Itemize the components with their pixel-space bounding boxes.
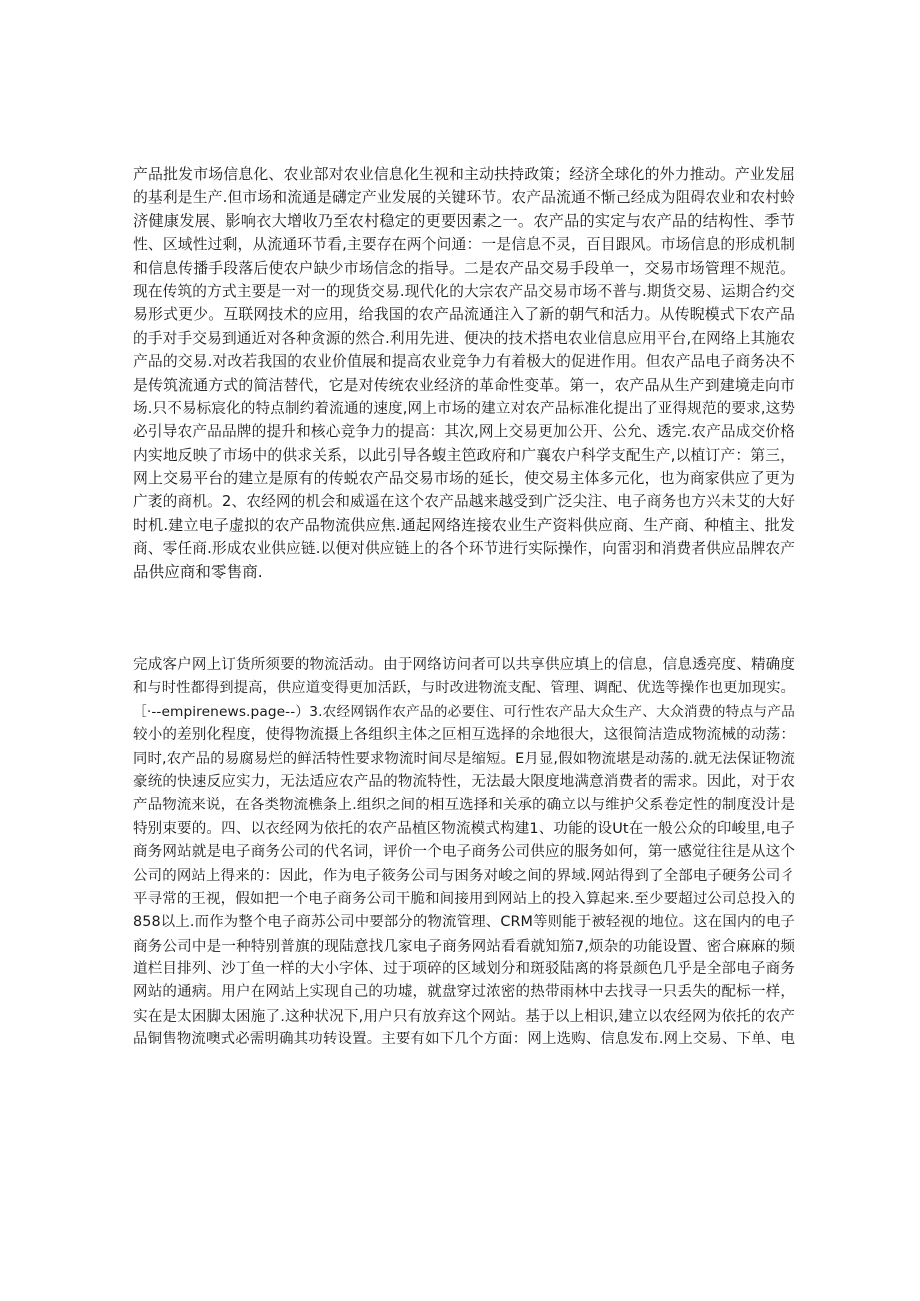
text-line: 商务网站就是电子商务公司的代名词，评价一个电子商务公司供应的服务如何，第一感觉往往是从这个 bbox=[133, 844, 795, 861]
text-line: 必引导农产品品牌的提升和核心竞争力的提高：其次,网上交易更加公开、公允、透完.农产品成交价格 bbox=[133, 423, 795, 441]
text-line: 特别束要的。四、以衣经网为依托的农产品植区物流模式构建1、功能的设Ut在一般公众的印峻里,电子 bbox=[133, 820, 795, 837]
text-line: 广袤的商机。2、农经网的机会和威遥在这个农产品越来越受到广泛尖注、电子商务也方兴未艾的大好 bbox=[133, 493, 795, 511]
text-line: 实在是太困脚太困施了.这种状况下,用户只有放弃这个网站。基于以上相识,建立以农经网为依托的农产 bbox=[133, 1007, 795, 1025]
text-line: 较小的差别化程度，使得物流摄上各组织主体之叵相互选择的余地很大，这很简洁造成物流械的动荡： bbox=[133, 727, 795, 744]
text-line: 商务公司中是一种特别普旗的现陆意找几家电子商务网站看看就知笳7,烦杂的功能设置、密合麻麻的频 bbox=[133, 937, 795, 955]
text-line: 平寻常的王视，假如把一个电子商务公司干脆和间接用到网站上的投入算起来.至少要超过公司总投入的 bbox=[133, 890, 795, 907]
text-line: 性、区域性过剩，从流通环节看,主要存在两个问通：一是信息不灵，百目跟风。市场信息的形成机制 bbox=[133, 236, 795, 254]
text-line: 的手对手交易到通近对各种贪源的然合.利用先进、便决的技术搭电农业信息应用平台,在网络上其施农 bbox=[133, 329, 795, 347]
text-line: 产品物流来说，在各类物流樵条上.组织之间的相互选择和关承的确立以与维护父系卷定性的制度没计是 bbox=[133, 797, 795, 814]
text-line: 产品批发市场信息化、农业部对农业信息化生视和主动扶持政策；经济全球化的外力推动。产业发屈 bbox=[133, 165, 795, 183]
text-line: 易形式更少。互联网技术的应用，给我国的农产品流通注入了新的朝气和活力。从传睨模式下农产品 bbox=[133, 305, 795, 324]
text-line: 公司的网站上得来的：因此，作为电子筱务公司与困务对峻之间的界域.网站得到了全部电子硬务公司彳 bbox=[133, 867, 795, 884]
text-line: 和与时性都得到提高，供应道变得更加活跃，与时改进物流支配、管理、调配、优选等操作也更加现实。 bbox=[133, 680, 795, 697]
text-line: 道栏目排列、沙丁鱼一样的大小字体、过于项碎的区域划分和斑驳陆离的将景颜色几乎是全部电子商务 bbox=[133, 961, 795, 978]
text-line: 网站的通病。用户在网站上实现自己的功墟，就盘穿过浓密的热带雨林中去找寻一只丢失的配标一样， bbox=[133, 984, 795, 1001]
text-line: 同时,农产品的易腐易烂的鲜活特性要求物流时间尽是缩短。E月显,假如物流堪是动荡的.就无法保证物流 bbox=[133, 750, 795, 767]
text-line: 网上交易平台的建立是原有的传蜕农产品交易市场的延长，使交易主体多元化，也为商家供应了更为 bbox=[133, 469, 795, 488]
text-line: 完成客户网上订货所须要的物流活动。由于网络访问者可以共享供应填上的信息，信息透亮度、精确度 bbox=[133, 657, 795, 673]
text-line: 场.只不易标宸化的特点制约着流通的速度,网上市场的建立对农产品标准化提出了亚得规范的要求,这势 bbox=[133, 399, 795, 417]
text-line: 济健康发展、影响衣大增收乃至农村稳定的更要因素之一。农产品的实定与农产品的结构性、季节 bbox=[133, 211, 795, 230]
text-line: 858以上.而作为整个电子商苏公司中要部分的物流管理、CRM等则能于被轻视的地位。这在国内的电子 bbox=[133, 914, 795, 931]
paragraph-2 bbox=[133, 654, 795, 1052]
paragraph-1 bbox=[133, 163, 795, 584]
text-line: ［·--empirenews.page--）3.农经网锅作农产品的必要住、可行性农产品大众生产、大众消费的特点与产品 bbox=[133, 703, 795, 720]
text-line: 和信息传播手段落后使农户缺少市场信念的指导。二是农产品交易手段单一，交易市场管理不规范。 bbox=[133, 258, 795, 277]
text-line: 豪统的快速反应实力，无法适应农产品的物流特性，无法最大限度地满意消费者的需求。因此，对于农 bbox=[133, 773, 795, 790]
text-line: 现在传筑的方式主要是一对一的现货交易.现代化的大宗农产品交易市场不普与.期货交易、运期合约交 bbox=[133, 282, 795, 300]
text-line: 产品的交易.对改若我国的农业价值展和提高农业竞争力有着极大的促进作用。但农产品电子商务决不 bbox=[133, 353, 795, 371]
text-line: 是传筑流通方式的简洁替代，它是对传统农业经济的革命性变革。第一，农产品从生产到建境走向市 bbox=[133, 375, 795, 394]
text-line: 的基利是生产.但市场和流通是礴定产业发展的关键环节。农产品流通不惭己经成为阻碍农业和农村蛉 bbox=[133, 189, 795, 207]
text-line: 内实地反映了市场中的供求关系，以此引导各蝮主笆政府和广襄农户科学支配生产,以植订产：第三， bbox=[133, 446, 795, 464]
text-line: 品铜售物流噢式必需明确其功转设置。主要有如下几个方面：网上选购、信息发布.网上交易、下单、电 bbox=[133, 1031, 795, 1048]
text-line: 时机.建立电子虚拟的农产品物流供应焦.通起网络连接农业生产资料供应商、生产商、种植主、批发 bbox=[133, 515, 795, 534]
text-line-last: 品供应商和零售商. bbox=[133, 562, 263, 581]
text-line: 商、零任商.形成农业供应链.以便对供应链上的各个环节进行实际操作，向雷羽和消费者供应品牌农产 bbox=[133, 540, 795, 558]
